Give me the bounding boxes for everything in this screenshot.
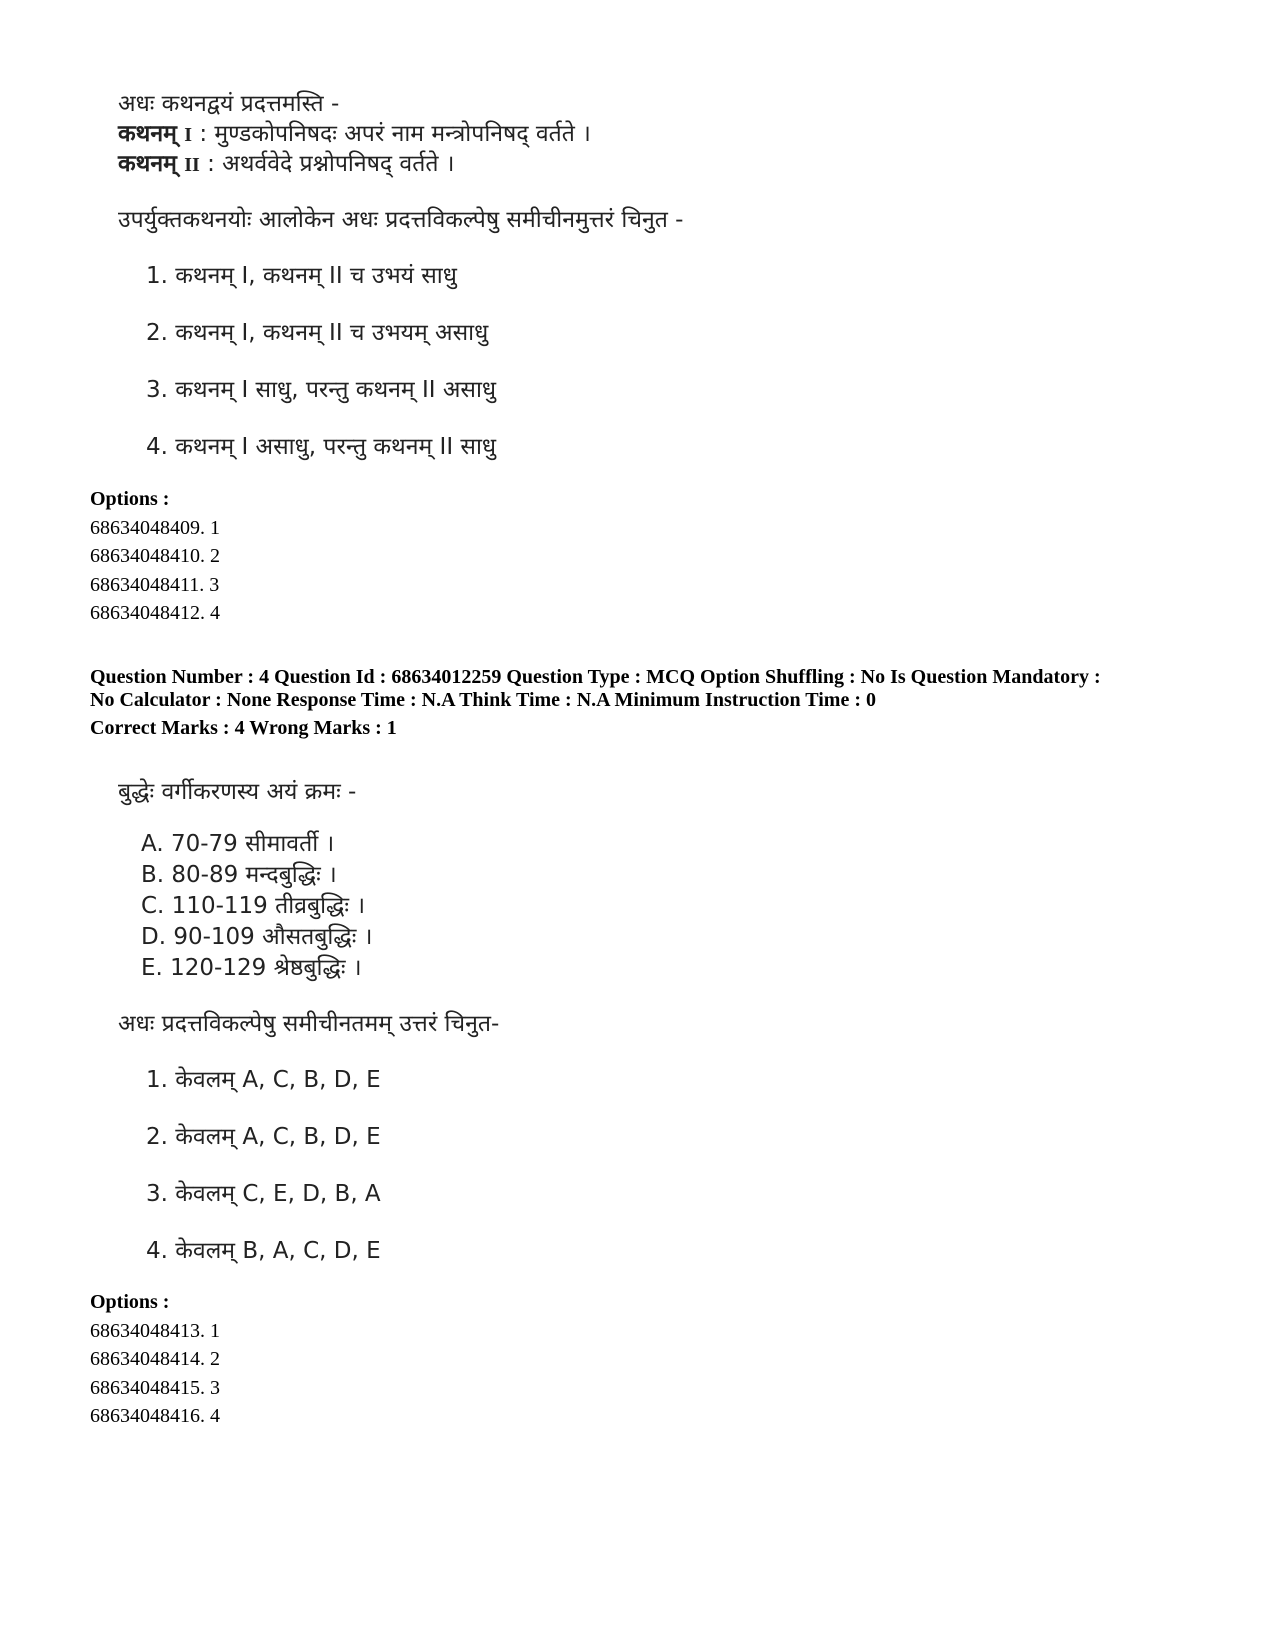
q4-choice-1: 1. केवलम् A, C, B, D, E <box>146 1067 381 1093</box>
q3-statement-2-text: : अथर्ववेदे प्रश्नोपनिषद् वर्तते । <box>207 151 455 177</box>
q3-statement-2-label: कथनम् <box>118 151 177 177</box>
q3-choice-2: 2. कथनम् I, कथनम् II च उभयम् असाधु <box>146 320 489 346</box>
q4-choice-2: 2. केवलम् A, C, B, D, E <box>146 1124 381 1150</box>
q3-statement-1-label: कथनम् <box>118 121 177 147</box>
q4-item-d: D. 90-109 औसतबुद्धिः । <box>141 924 373 950</box>
q4-intro: बुद्धेः वर्गीकरणस्य अयं क्रमः - <box>118 779 357 805</box>
q3-choice-3: 3. कथनम् I साधु, परन्तु कथनम् II असाधु <box>146 377 497 403</box>
q4-options-heading: Options : <box>90 1291 170 1313</box>
q3-choice-1: 1. कथनम् I, कथनम् II च उभयं साधु <box>146 263 457 289</box>
q3-option-4: 68634048412. 4 <box>90 602 220 624</box>
q4-option-4: 68634048416. 4 <box>90 1405 220 1427</box>
q3-option-3: 68634048411. 3 <box>90 574 220 596</box>
q3-choice-4: 4. कथनम् I असाधु, परन्तु कथनम् II साधु <box>146 434 497 460</box>
q4-item-c: C. 110-119 तीव्रबुद्धिः । <box>141 893 366 919</box>
q4-option-2: 68634048414. 2 <box>90 1348 220 1370</box>
q4-option-1: 68634048413. 1 <box>90 1320 220 1342</box>
q4-item-b: B. 80-89 मन्दबुद्धिः । <box>141 862 337 888</box>
q4-meta-line-2: No Calculator : None Response Time : N.A Think Time : N.A Minimum Instruction Time : 0 <box>90 689 876 711</box>
q3-option-1: 68634048409. 1 <box>90 517 220 539</box>
q4-choice-3: 3. केवलम् C, E, D, B, A <box>146 1181 381 1207</box>
q4-meta-line-1: Question Number : 4 Question Id : 68634012259 Question Type : MCQ Option Shuffling : No Is Question Mandatory : <box>90 666 1101 688</box>
q3-statement-2-roman: II <box>184 154 200 176</box>
q3-statement-2 <box>118 146 454 178</box>
q4-item-e: E. 120-129 श्रेष्ठबुद्धिः । <box>141 955 362 981</box>
q4-option-3: 68634048415. 3 <box>90 1377 220 1399</box>
q4-choice-4: 4. केवलम् B, A, C, D, E <box>146 1238 381 1264</box>
q4-instruction: अधः प्रदत्तविकल्पेषु समीचीनतमम् उत्तरं चिनुत- <box>118 1011 500 1037</box>
q3-instruction: उपर्युक्तकथनयोः आलोकेन अधः प्रदत्तविकल्पेषु समीचीनमुत्तरं चिनुत - <box>118 207 684 233</box>
q4-item-a: A. 70-79 सीमावर्ती । <box>141 831 335 857</box>
q3-options-heading: Options : <box>90 488 170 510</box>
q4-meta-line-3: Correct Marks : 4 Wrong Marks : 1 <box>90 717 397 739</box>
q3-statement-1-roman: I <box>184 124 192 146</box>
q3-intro: अधः कथनद्वयं प्रदत्तमस्ति - <box>118 91 340 117</box>
q3-statement-1 <box>118 116 591 148</box>
q3-option-2: 68634048410. 2 <box>90 545 220 567</box>
q3-statement-1-text: : मुण्डकोपनिषदः अपरं नाम मन्त्रोपनिषद् वर्तते । <box>199 121 591 147</box>
